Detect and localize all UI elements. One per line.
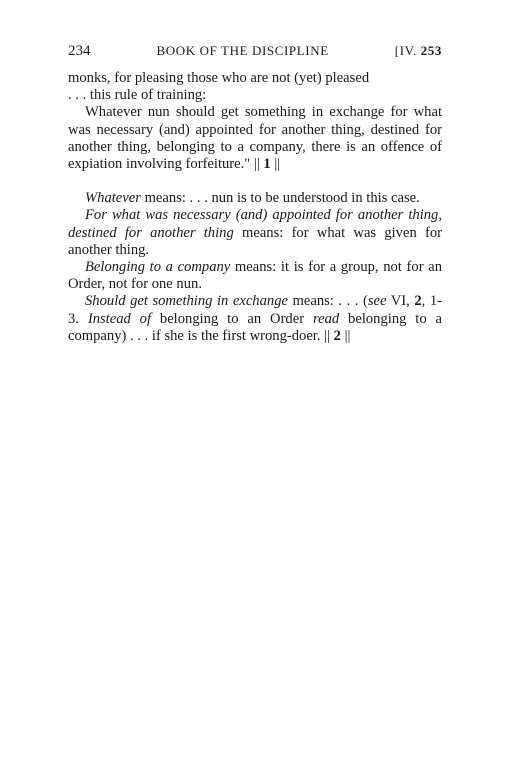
page-number: 234: [68, 43, 91, 59]
section-marker: 1: [263, 156, 271, 173]
page-header: [68, 43, 442, 60]
paragraph-necessary: For what was necessary (and) appointed for another thing, destined for another thing means: for what was given for another thing.: [68, 207, 443, 258]
paragraph-exchange: Should get something in exchange means: . . . (see VI, 2, 1-3. Instead of belonging to an Order read belonging to a company) . . . if she is the first wrong-doer. || 2 ||: [68, 293, 443, 344]
paragraph-rule: Whatever nun should get something in exchange for what was necessary (and) appointed for another thing, destined for another thing, belonging to a company, there is an offence of expiation involving forfeiture." || 1 ||: [68, 104, 442, 173]
paragraph-whatever: Whatever means: . . . nun is to be understood in this case.: [85, 190, 420, 207]
paragraph-gap: [68, 173, 442, 190]
page-body: [68, 70, 442, 345]
running-title: BOOK OF THE DISCIPLINE: [156, 43, 329, 58]
paragraph-continuation: monks, for pleasing those who are not (yet) pleased . . . this rule of training:: [68, 70, 370, 104]
book-page: [68, 43, 442, 345]
paragraph-company: Belonging to a company means: it is for a group, not for an Order, not for one nun.: [68, 259, 442, 293]
section-reference: [IV. 253: [394, 43, 442, 58]
section-marker: 2: [333, 327, 341, 344]
